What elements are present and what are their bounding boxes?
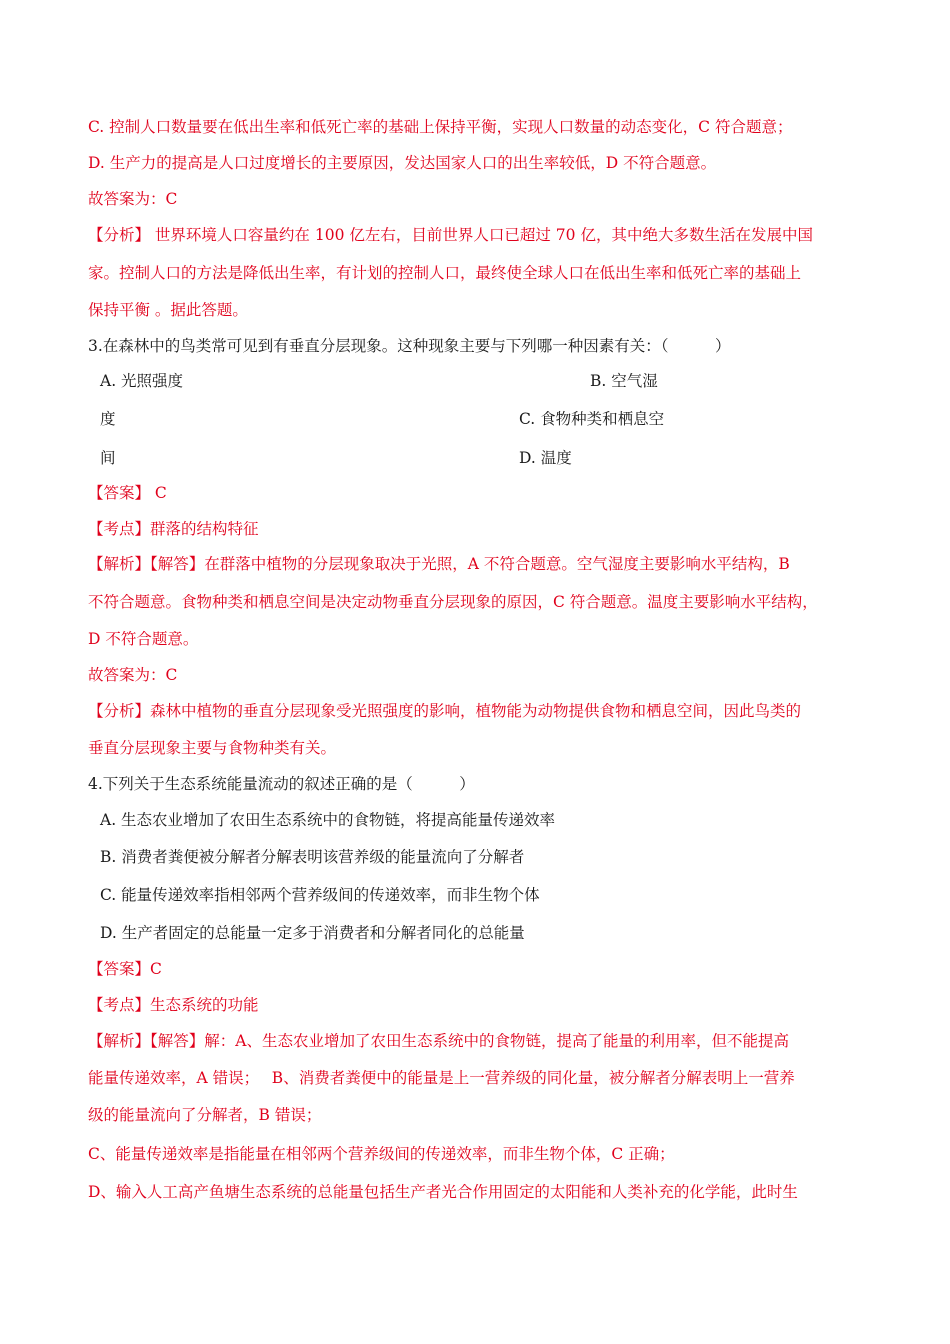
prev-analysis-line: 家。控制人口的方法是降低出生率，有计划的控制人口，最终使全球人口在低出生率和低死亡率的基础上	[88, 264, 802, 282]
q3-final-answer: 故答案为：C	[88, 666, 178, 684]
q4-explain-line: 级的能量流向了分解者，B 错误；	[88, 1106, 322, 1124]
q4-explain-line: 能量传递效率，A 错误； B、消费者粪便中的能量是上一营养级的同化量，被分解者分解表明上一营养	[88, 1069, 795, 1087]
q3-answer: 【答案】 C	[88, 484, 167, 502]
q3-option-d: D. 温度	[519, 449, 572, 467]
q3-explain-line: D 不符合题意。	[88, 630, 199, 648]
prev-analysis-line: 【分析】 世界环境人口容量约在 100 亿左右，目前世界人口已超过 70 亿，其中绝大多数生活在发展中国	[88, 226, 813, 244]
prev-option-c: C. 控制人口数量要在低出生率和低死亡率的基础上保持平衡，实现人口数量的动态变化，C 符合题意；	[88, 118, 793, 136]
q4-option-a: A. 生态农业增加了农田生态系统中的食物链，将提高能量传递效率	[100, 811, 556, 829]
q4-answer: 【答案】C	[88, 960, 162, 978]
q3-point: 【考点】群落的结构特征	[88, 520, 259, 538]
q3-option-b-cont: 度	[100, 410, 116, 428]
q3-explain-line: 【解析】【解答】在群落中植物的分层现象取决于光照，A 不符合题意。空气湿度主要影响水平结构，B	[88, 555, 790, 573]
q4-point: 【考点】生态系统的功能	[88, 996, 259, 1014]
q3-explain-line: 不符合题意。食物种类和栖息空间是决定动物垂直分层现象的原因，C 符合题意。温度主要影响水平结构，	[88, 593, 818, 611]
prev-option-d: D. 生产力的提高是人口过度增长的主要原因，发达国家人口的出生率较低，D 不符合题意。	[88, 154, 717, 172]
q3-stem: 3.在森林中的鸟类常可见到有垂直分层现象。这种现象主要与下列哪一种因素有关：（ ）	[88, 337, 731, 355]
q3-analysis-line: 【分析】森林中植物的垂直分层现象受光照强度的影响，植物能为动物提供食物和栖息空间，因此鸟类的	[88, 702, 802, 720]
q4-stem: 4.下列关于生态系统能量流动的叙述正确的是（ ）	[88, 775, 475, 793]
q3-analysis-line: 垂直分层现象主要与食物种类有关。	[88, 739, 337, 757]
q4-explain-line: 【解析】【解答】解：A、生态农业增加了农田生态系统中的食物链，提高了能量的利用率，但不能提高	[88, 1032, 789, 1050]
q3-option-b: B. 空气湿	[590, 372, 658, 390]
prev-analysis-line: 保持平衡 。据此答题。	[88, 301, 248, 319]
q4-explain-line: C、能量传递效率是指能量在相邻两个营养级间的传递效率，而非生物个体，C 正确；	[88, 1145, 675, 1163]
q4-option-b: B. 消费者粪便被分解者分解表明该营养级的能量流向了分解者	[100, 848, 525, 866]
prev-answer: 故答案为：C	[88, 190, 178, 208]
q3-option-c: C. 食物种类和栖息空	[519, 410, 665, 428]
q4-explain-line: D、输入人工高产鱼塘生态系统的总能量包括生产者光合作用固定的太阳能和人类补充的化学能，此时生	[88, 1183, 798, 1201]
q4-option-d: D. 生产者固定的总能量一定多于消费者和分解者同化的总能量	[100, 924, 525, 942]
q3-option-a: A. 光照强度	[100, 372, 184, 390]
q3-option-c-cont: 间	[100, 449, 116, 467]
q4-option-c: C. 能量传递效率指相邻两个营养级间的传递效率，而非生物个体	[100, 886, 540, 904]
